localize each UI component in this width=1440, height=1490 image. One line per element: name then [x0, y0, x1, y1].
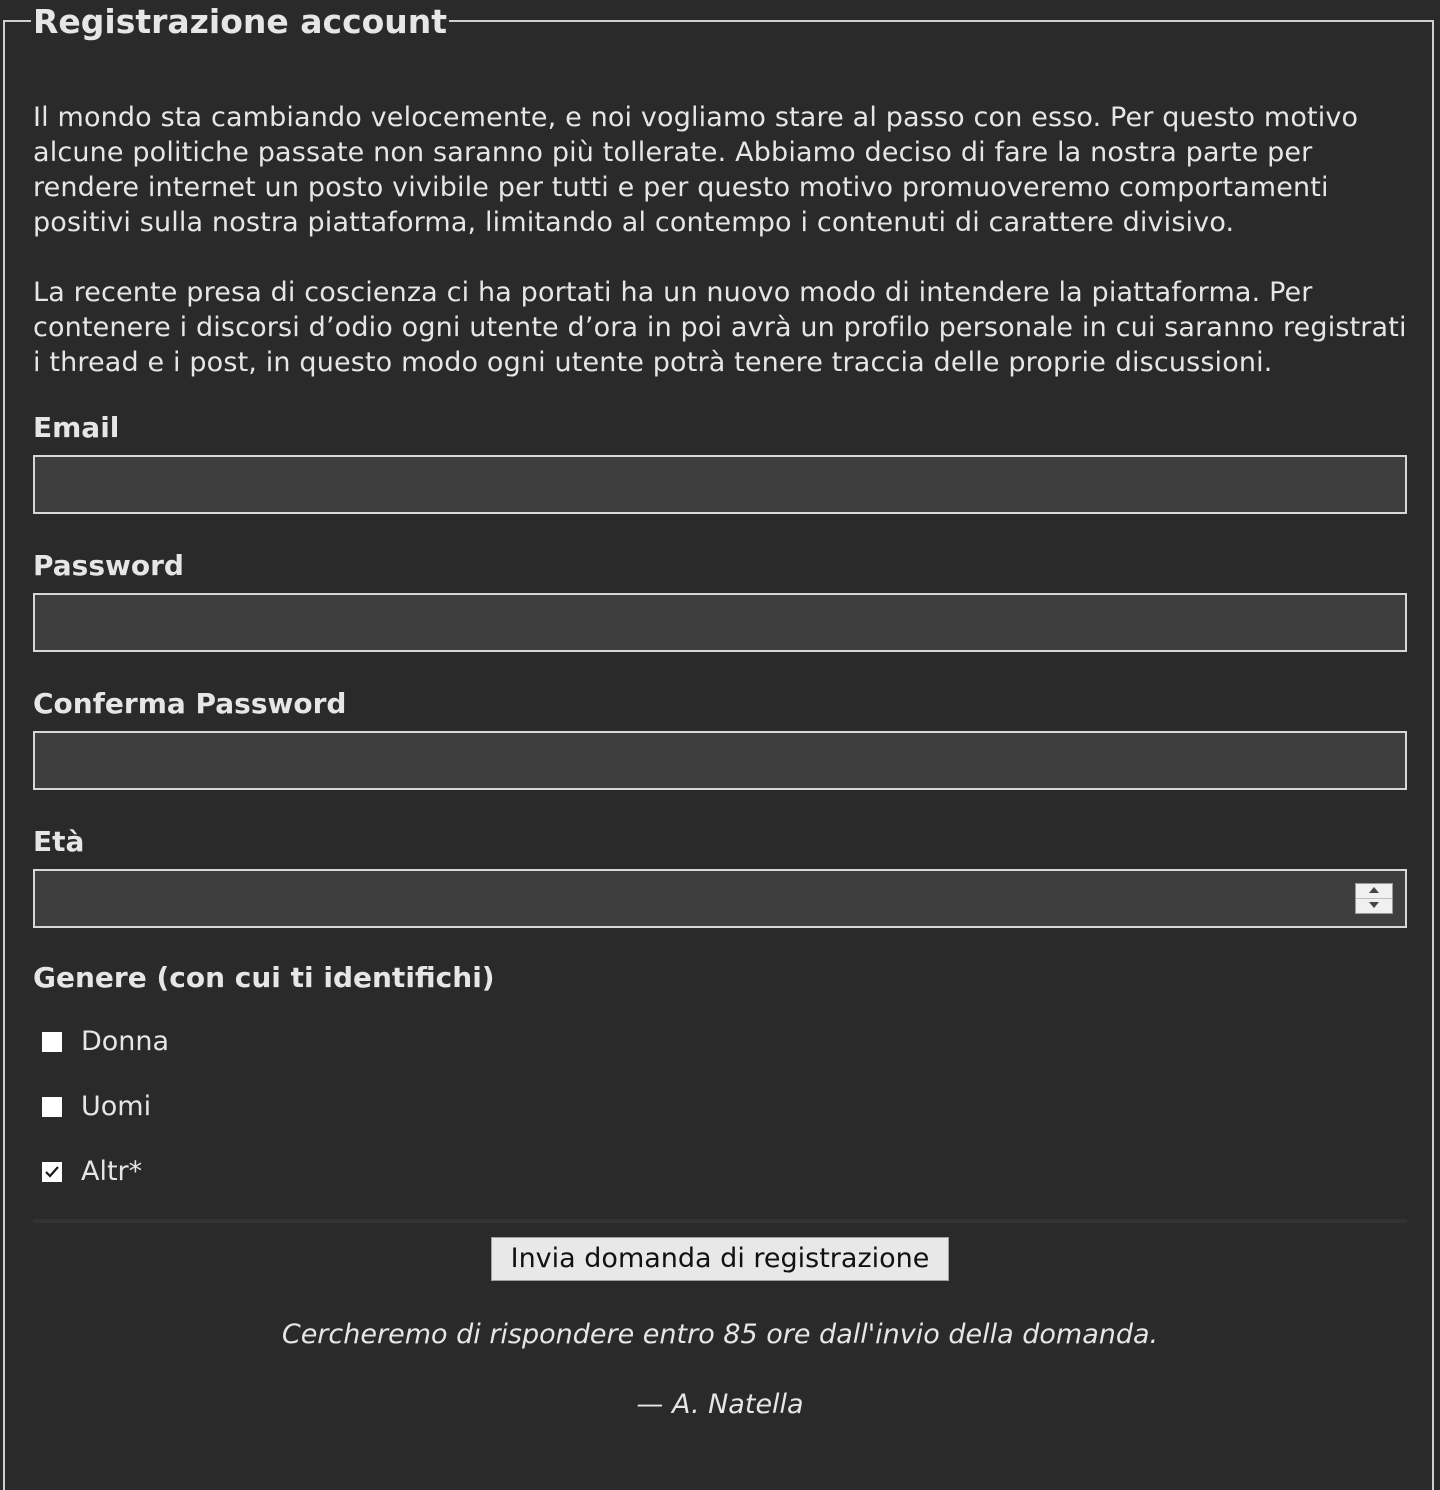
uomi-label: Uomi — [81, 1091, 152, 1122]
age-label: Età — [33, 825, 85, 858]
altr-checkbox[interactable] — [42, 1162, 62, 1182]
form-content — [33, 100, 1407, 1423]
confirm-password-label: Conferma Password — [33, 687, 347, 720]
password-group — [33, 548, 1407, 652]
age-spinner — [1355, 883, 1393, 914]
gender-option-donna[interactable] — [33, 1024, 1407, 1060]
altr-label: Altr* — [81, 1156, 143, 1187]
email-label: Email — [33, 411, 120, 444]
intro-paragraph-2: La recente presa di coscienza ci ha portati ha un nuovo modo di intendere la piattaforma. Per contenere i discorsi d’odio ogni utente d’ora in poi avrà un profilo personale in cui saranno registrati i thread e i post, in questo modo ogni utente potrà tenere traccia delle proprie discussioni. — [33, 277, 1407, 378]
divider — [33, 1219, 1407, 1223]
intro-paragraph-1: Il mondo sta cambiando velocemente, e noi vogliamo stare al passo con esso. Per questo motivo alcune politiche passate non saranno più tollerate. Abbiamo deciso di fare la nostra parte per rendere internet un posto vivibile per tutti e per questo motivo promuoveremo comportamenti positivi sulla nostra piattaforma, limitando al contempo i contenuti di carattere divisivo. — [33, 102, 1359, 238]
confirm-password-input[interactable] — [33, 731, 1407, 790]
response-note: Cercheremo di rispondere entro 85 ore dall'invio della domanda. — [281, 1319, 1159, 1350]
gender-label: Genere (con cui ti identifichi) — [33, 961, 495, 994]
age-input[interactable] — [35, 871, 1335, 926]
password-label: Password — [33, 549, 184, 582]
confirm-password-group — [33, 686, 1407, 790]
triangle-down-icon[interactable] — [1356, 899, 1392, 913]
age-number-field — [33, 869, 1407, 928]
gender-options — [33, 1024, 1407, 1190]
age-group — [33, 824, 1407, 928]
email-group — [33, 410, 1407, 514]
uomi-checkbox[interactable] — [42, 1097, 62, 1117]
triangle-up-icon[interactable] — [1356, 884, 1392, 899]
submit-button[interactable]: Invia domanda di registrazione — [491, 1237, 950, 1281]
donna-label: Donna — [81, 1026, 170, 1057]
email-input[interactable] — [33, 455, 1407, 514]
form-title: Registrazione account — [31, 0, 449, 44]
gender-option-uomi[interactable] — [33, 1089, 1407, 1125]
submit-row — [33, 1237, 1407, 1281]
signature: — A. Natella — [636, 1389, 804, 1420]
donna-checkbox[interactable] — [42, 1032, 62, 1052]
gender-option-altr[interactable] — [33, 1154, 1407, 1190]
checkmark-icon — [44, 1165, 60, 1179]
password-input[interactable] — [33, 593, 1407, 652]
